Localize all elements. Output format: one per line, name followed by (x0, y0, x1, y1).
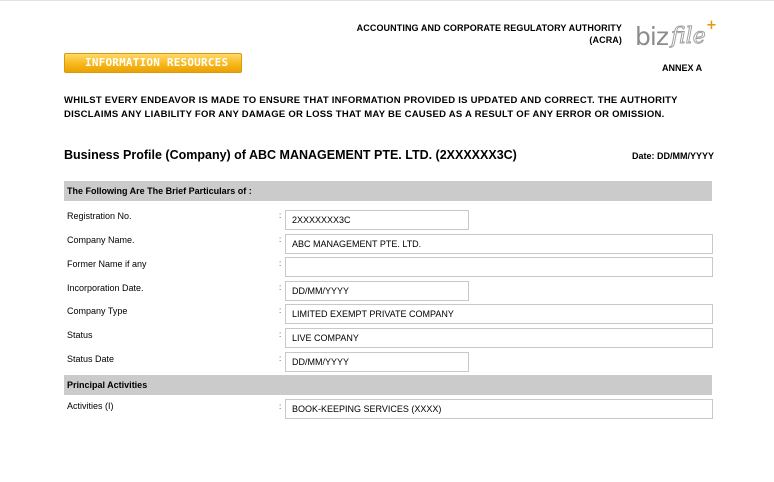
authority-name (357, 22, 622, 46)
incorporation-date-colon: : (279, 283, 282, 292)
status-field: LIVE COMPANY (285, 328, 713, 348)
logo-text-biz: biz (635, 22, 668, 50)
incorporation-date-field: DD/MM/YYYY (285, 281, 469, 301)
company-type-colon: : (279, 306, 282, 315)
page-title (64, 148, 517, 162)
former-name-colon: : (279, 259, 282, 268)
incorporation-date-label: Incorporation Date. (67, 283, 144, 293)
bizfile-logo (634, 16, 718, 50)
company-name-colon: : (279, 235, 282, 244)
disclaimer-line-1: WHILST EVERY ENDEAVOR IS MADE TO ENSURE THAT INFORMATION PROVIDED IS UPDATED AND CORRECT. THE AUTHORITY (64, 95, 678, 106)
activities-colon: : (279, 402, 282, 411)
company-name-label: Company Name. (67, 235, 135, 245)
registration-no-colon: : (279, 211, 282, 220)
authority-line-1: ACCOUNTING AND CORPORATE REGULATORY AUTHORITY (356, 23, 622, 33)
status-date-colon: : (279, 354, 282, 363)
company-name-field: ABC MANAGEMENT PTE. LTD. (285, 234, 713, 254)
status-colon: : (279, 330, 282, 339)
status-date-label: Status Date (67, 354, 115, 364)
particulars-heading: The Following Are The Brief Particulars of : (64, 181, 712, 201)
registration-no-label: Registration No. (67, 211, 132, 221)
activities-field: BOOK-KEEPING SERVICES (XXXX) (285, 399, 713, 419)
information-resources-button[interactable]: INFORMATION RESOURCES (64, 53, 242, 73)
authority-line-2: (ACRA) (589, 35, 622, 45)
status-date-field: DD/MM/YYYY (285, 352, 469, 372)
title-prefix: Business Profile (Company) of (64, 148, 249, 162)
principal-activities-heading: Principal Activities (64, 375, 712, 395)
company-type-label: Company Type (67, 306, 128, 316)
disclaimer (64, 94, 724, 122)
activities-label: Activities (I) (67, 401, 114, 411)
status-label: Status (67, 330, 93, 340)
company-type-field: LIMITED EXEMPT PRIVATE COMPANY (285, 304, 713, 324)
company-name-heading: ABC MANAGEMENT PTE. LTD. (2XXXXXX3C) (248, 148, 517, 162)
registration-no-field: 2XXXXXXX3C (285, 210, 469, 230)
disclaimer-line-2: DISCLAIMS ANY LIABILITY FOR ANY DAMAGE OR LOSS THAT MAY BE CAUSED AS A RESULT OF ANY ERROR OR OMISSION. (64, 109, 665, 120)
former-name-label: Former Name if any (67, 259, 147, 269)
former-name-field (285, 257, 713, 277)
top-border (0, 0, 774, 1)
report-date: Date: DD/MM/YYYY (632, 151, 715, 161)
logo-text-file: file (671, 24, 706, 49)
annex-label: ANNEX A (662, 63, 703, 73)
logo-plus: + (706, 18, 717, 33)
